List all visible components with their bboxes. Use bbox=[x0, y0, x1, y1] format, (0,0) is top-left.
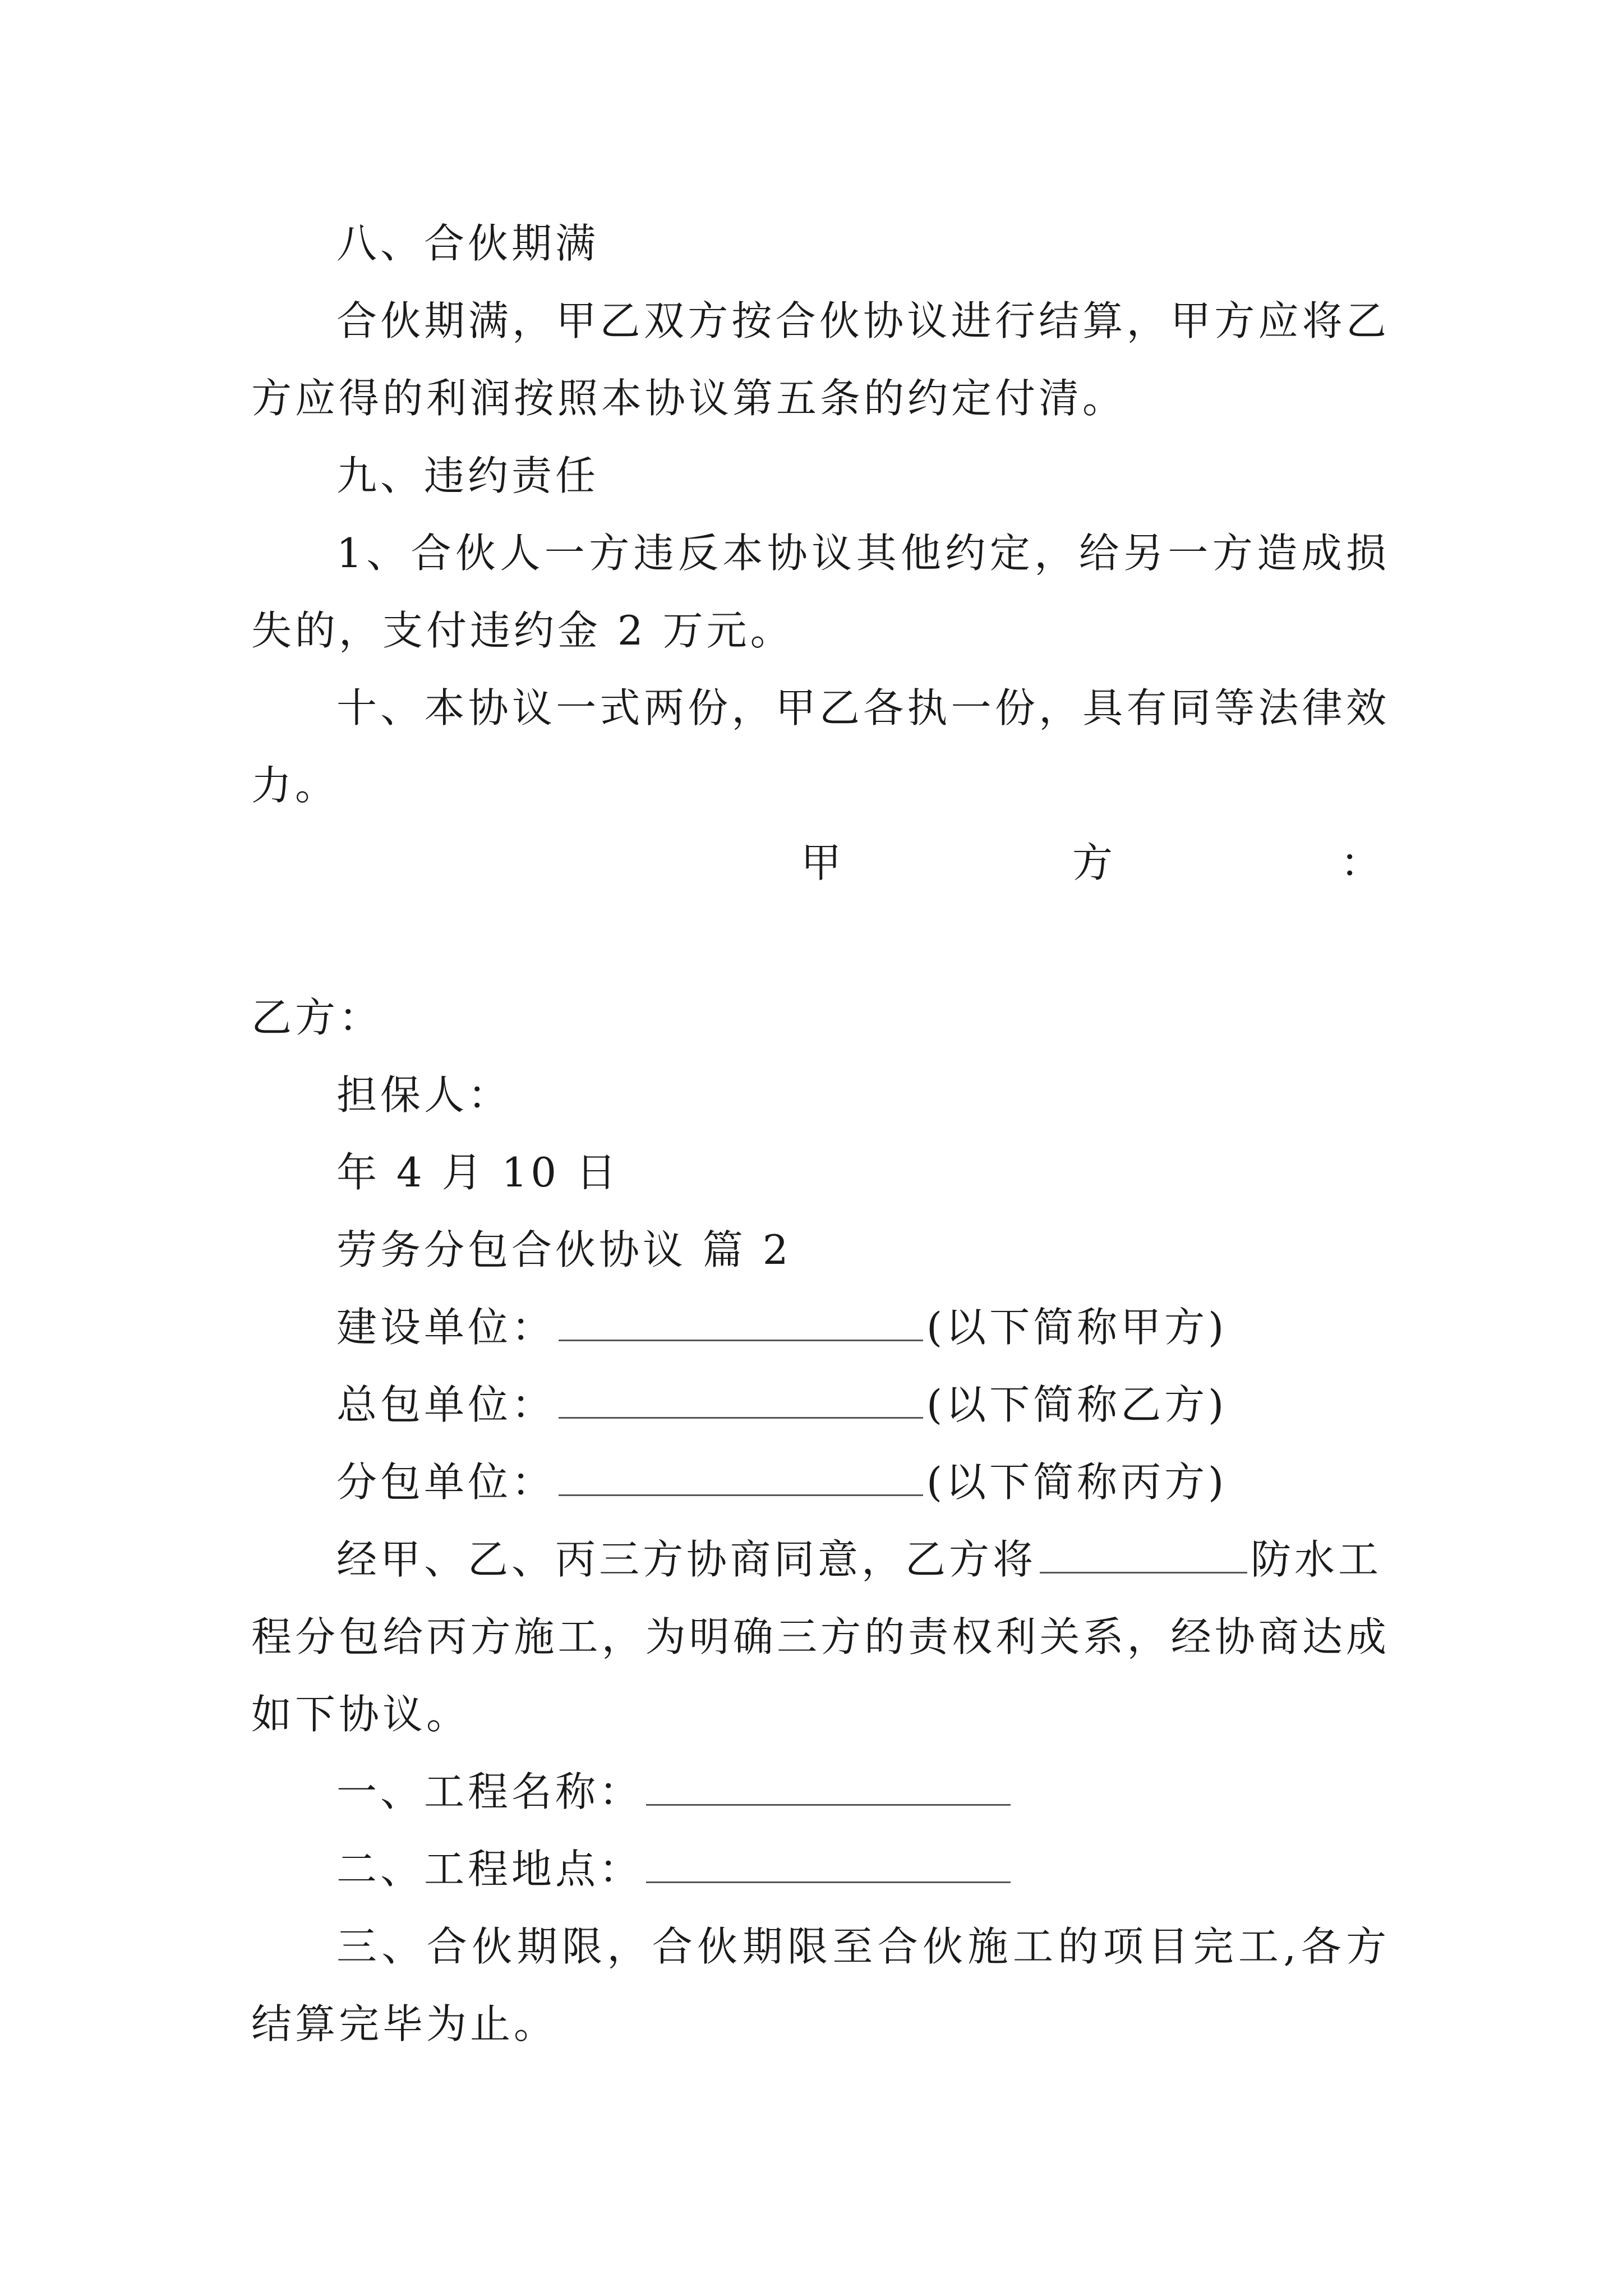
section-8-body-line-1: 合伙期满，甲乙双方按合伙协议进行结算，甲方应将乙 bbox=[336, 297, 1390, 344]
party-c-label: 分包单位： bbox=[336, 1458, 556, 1506]
party-c-row bbox=[336, 1455, 1390, 1509]
section-9-item-1-line-2: 失的，支付违约金 2 万元。 bbox=[251, 607, 794, 654]
section-8-body-line-2: 方应得的利润按照本协议第五条的约定付清。 bbox=[251, 375, 1127, 422]
section-10-line-1: 十、本协议一式两份，甲乙各执一份，具有同等法律效 bbox=[336, 684, 1390, 731]
section-10-line-2: 力。 bbox=[251, 762, 339, 809]
party-b-label: 总包单位： bbox=[336, 1381, 556, 1428]
guarantor-label: 担保人： bbox=[336, 1071, 512, 1119]
project-location-blank bbox=[646, 1847, 1011, 1883]
intro-line-1 bbox=[336, 1533, 1390, 1586]
party-a-row bbox=[336, 1300, 1390, 1354]
party-b-row bbox=[336, 1378, 1390, 1432]
party-a-label: 建设单位： bbox=[336, 1304, 556, 1351]
signature-party-a-colon: ： bbox=[1340, 839, 1381, 886]
section-9-item-1-line-1: 1、合伙人一方违反本协议其他约定，给另一方造成损 bbox=[336, 530, 1390, 577]
item-2-row bbox=[336, 1842, 1390, 1896]
intro-line-2: 程分包给丙方施工，为明确三方的责权利关系，经协商达成 bbox=[251, 1613, 1390, 1660]
agreement-2-title: 劳务分包合伙协议 篇 2 bbox=[336, 1226, 792, 1273]
intro-line-3: 如下协议。 bbox=[251, 1691, 471, 1738]
party-b-suffix: (以下简称乙方) bbox=[926, 1381, 1228, 1428]
project-blank bbox=[1040, 1537, 1247, 1573]
signing-date: 年 4 月 10 日 bbox=[336, 1149, 620, 1196]
intro-line-1-pre: 经甲、乙、丙三方协商同意，乙方将 bbox=[336, 1536, 1037, 1583]
party-a-suffix: (以下简称甲方) bbox=[926, 1304, 1228, 1351]
party-c-blank bbox=[559, 1460, 923, 1496]
party-c-suffix: (以下简称丙方) bbox=[926, 1458, 1228, 1506]
item-3-line-1: 三、合伙期限，合伙期限至合伙施工的项目完工,各方 bbox=[336, 1923, 1390, 1970]
signature-party-b: 乙方： bbox=[251, 994, 383, 1041]
project-name-blank bbox=[646, 1769, 1011, 1806]
party-a-blank bbox=[559, 1305, 923, 1341]
item-2-label: 二、工程地点： bbox=[336, 1846, 643, 1893]
party-b-blank bbox=[559, 1382, 923, 1419]
section-9-heading: 九、违约责任 bbox=[336, 452, 600, 499]
item-1-row bbox=[336, 1765, 1390, 1819]
signature-party-a-char-1: 甲 bbox=[801, 839, 842, 886]
signature-party-a-char-2: 方 bbox=[1072, 839, 1113, 886]
item-1-label: 一、工程名称： bbox=[336, 1768, 643, 1815]
section-8-heading: 八、合伙期满 bbox=[336, 220, 600, 267]
intro-line-1-post: 防水工 bbox=[1251, 1536, 1382, 1583]
item-3-line-2: 结算完毕为止。 bbox=[251, 2000, 558, 2047]
